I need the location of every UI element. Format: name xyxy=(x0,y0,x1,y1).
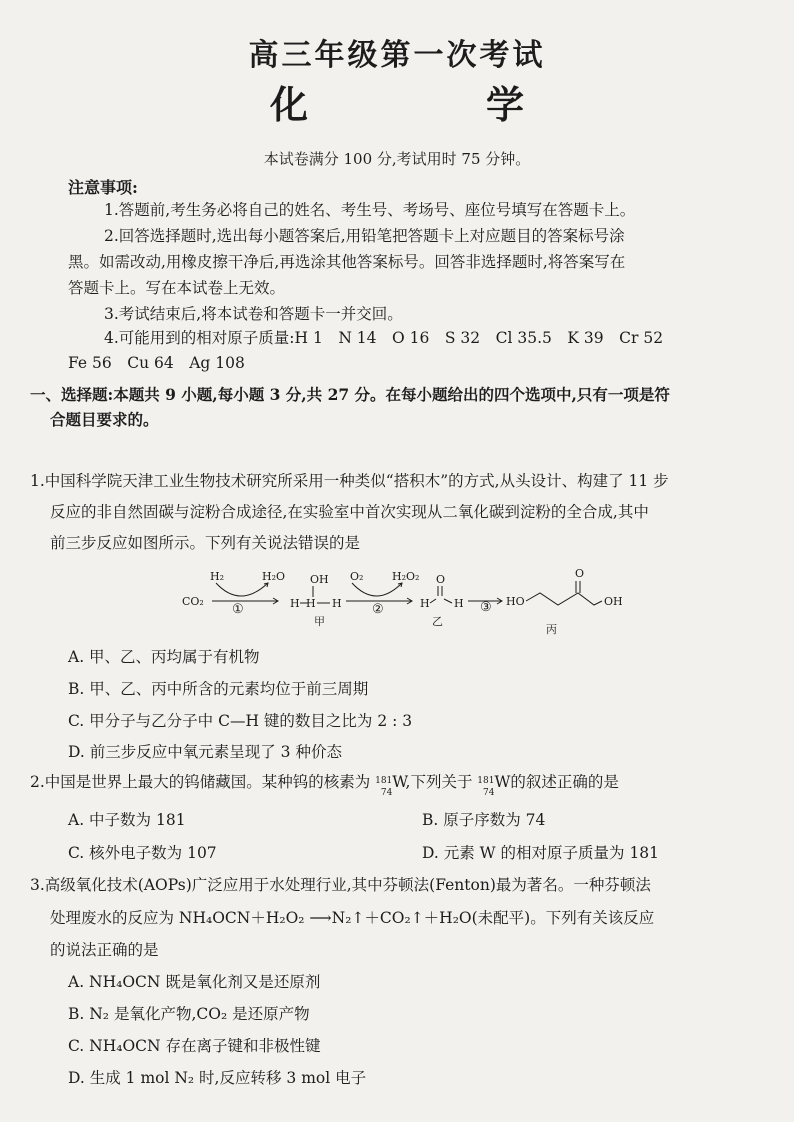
q3-stem-line-3: 的说法正确的是 xyxy=(50,941,159,959)
yi-bond-ch-left xyxy=(430,599,436,603)
bing-o: O xyxy=(575,567,585,580)
yi-o: O xyxy=(436,573,446,586)
exam-title: 高三年级第一次考试 xyxy=(248,38,546,73)
bing-oh: OH xyxy=(604,595,623,608)
q2-option-b[interactable]: B. 原子序数为 74 xyxy=(422,811,546,829)
jia-h-left: H xyxy=(290,597,300,610)
yi-h-right: H xyxy=(454,597,464,610)
bing-label: 丙 xyxy=(546,623,557,636)
yi-label: 乙 xyxy=(432,615,443,628)
section-heading-line-2: 合题目要求的。 xyxy=(50,410,159,429)
jia-h-mid: H xyxy=(306,597,316,610)
q2-stem-part-a: 2.中国是世界上最大的钨储藏国。某种钨的核素为 xyxy=(30,773,371,791)
nuclide-mass: 181 xyxy=(375,776,393,786)
subject-title: 化 学 xyxy=(269,82,594,127)
w-nuclide-1 xyxy=(370,773,393,798)
notice-item-3: 3.考试结束后,将本试卷和答题卡一并交回。 xyxy=(104,305,403,323)
step-2-label: ② xyxy=(372,602,384,617)
q1-stem-line-1: 1.中国科学院天津工业生物技术研究所采用一种类似“搭积木”的方式,从头设计、构建了 11 步 xyxy=(30,472,669,490)
notice-item-2-line-1: 2.回答选择题时,选出每小题答案后,用铅笔把答题卡上对应题目的答案标号涂 xyxy=(104,227,625,245)
q1-reaction-scheme xyxy=(180,563,623,641)
nuclide-mass: 181 xyxy=(477,776,495,786)
nuclide-symbol: W xyxy=(494,773,511,791)
jia-label: 甲 xyxy=(314,615,325,628)
nuclide-z: 74 xyxy=(483,788,495,798)
notice-item-2-line-3: 答题卡上。写在本试卷上无效。 xyxy=(68,279,286,297)
q3-stem-line-1: 3.高级氧化技术(AOPs)广泛应用于水处理行业,其中芬顿法(Fenton)最为著名。一种芬顿法 xyxy=(30,876,651,894)
notice-heading: 注意事项: xyxy=(68,178,138,197)
q1-option-b[interactable]: B. 甲、乙、丙中所含的元素均位于前三周期 xyxy=(68,680,369,698)
q1-option-d[interactable]: D. 前三步反应中氧元素呈现了 3 种价态 xyxy=(68,743,342,761)
q3-option-d[interactable]: D. 生成 1 mol N₂ 时,反应转移 3 mol 电子 xyxy=(68,1069,367,1087)
q1-option-a[interactable]: A. 甲、乙、丙均属于有机物 xyxy=(68,648,260,666)
jia-oh: OH xyxy=(310,573,329,586)
h2o-label: H₂O xyxy=(262,570,286,583)
w-nuclide-2 xyxy=(472,773,495,798)
notice-item-2-line-2: 黑。如需改动,用橡皮擦干净后,再选涂其他答案标号。回答非选择题时,将答案写在 xyxy=(68,253,626,271)
q2-option-d[interactable]: D. 元素 W 的相对原子质量为 181 xyxy=(422,844,660,862)
q2-stem-part-c: 的叙述正确的是 xyxy=(510,773,619,791)
bing-ho: HO xyxy=(506,595,525,608)
q3-option-a[interactable]: A. NH₄OCN 既是氧化剂又是还原剂 xyxy=(68,973,321,991)
arrow-1-curve xyxy=(216,583,268,596)
yi-bond-ch-right xyxy=(444,599,452,603)
o2-label: O₂ xyxy=(350,570,364,583)
jia-h-right: H xyxy=(332,597,342,610)
q3-stem-line-2: 处理废水的反应为 NH₄OCN＋H₂O₂ ⟶N₂↑＋CO₂↑＋H₂O(未配平)。下列有关该反应 xyxy=(50,909,655,927)
notice-item-4-line-1: 4.可能用到的相对原子质量:H 1 N 14 O 16 S 32 Cl 35.5 K 39 Cr 52 xyxy=(104,329,664,347)
bing-skeleton xyxy=(526,593,602,605)
co2-label: CO₂ xyxy=(182,595,204,608)
score-line: 本试卷满分 100 分,考试用时 75 分钟。 xyxy=(263,150,531,168)
q1-option-c[interactable]: C. 甲分子与乙分子中 C—H 键的数目之比为 2 : 3 xyxy=(68,712,413,730)
yi-h-left: H xyxy=(420,597,430,610)
section-heading-line-1: 一、选择题:本题共 9 小题,每小题 3 分,共 27 分。在每小题给出的四个选项中,只有一项是符 xyxy=(30,385,670,404)
step-3-label: ③ xyxy=(480,600,492,615)
q2-stem xyxy=(30,770,619,798)
q2-stem-part-b: ,下列关于 xyxy=(405,773,473,791)
h2-label: H₂ xyxy=(210,570,225,583)
nuclide-z: 74 xyxy=(380,788,393,798)
nuclide-symbol: W xyxy=(392,773,406,791)
notice-item-1: 1.答题前,考生务必将自己的姓名、考生号、考场号、座位号填写在答题卡上。 xyxy=(104,201,636,219)
step-1-label: ① xyxy=(232,602,244,617)
q1-stem-line-3: 前三步反应如图所示。下列有关说法错误的是 xyxy=(50,534,361,552)
q2-option-c[interactable]: C. 核外电子数为 107 xyxy=(68,844,217,862)
q3-option-b[interactable]: B. N₂ 是氧化产物,CO₂ 是还原产物 xyxy=(68,1005,310,1023)
h2o2-label: H₂O₂ xyxy=(392,570,420,583)
arrow-2-curve xyxy=(352,583,402,596)
q3-option-c[interactable]: C. NH₄OCN 存在离子键和非极性键 xyxy=(68,1037,321,1055)
q2-option-a[interactable]: A. 中子数为 181 xyxy=(68,811,186,829)
notice-item-4-line-2: Fe 56 Cu 64 Ag 108 xyxy=(68,354,245,372)
q1-stem-line-2: 反应的非自然固碳与淀粉合成途径,在实验室中首次实现从二氧化碳到淀粉的全合成,其中 xyxy=(50,503,649,521)
